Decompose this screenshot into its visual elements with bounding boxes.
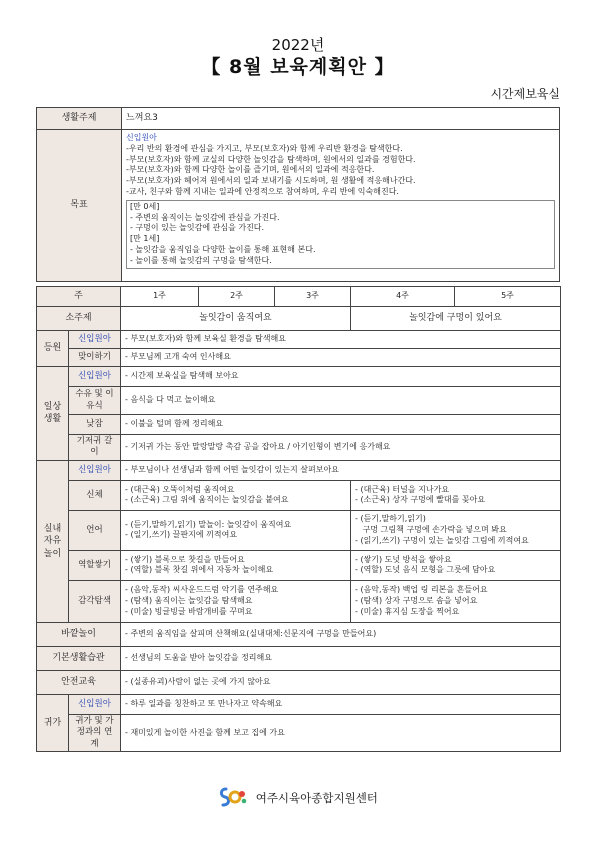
week-4: 4주 [351, 287, 455, 307]
page-title: 【 8월 보육계획안 】 [201, 56, 395, 78]
indoor-new-text: - 부모님이나 선생님과 함께 어떤 놀잇감이 있는지 살펴보아요 [121, 460, 561, 480]
going-home-new-text: - 하루 일과를 칭찬하고 또 만나자고 약속해요 [121, 694, 561, 714]
activity-line: - (대근육) 오뚝이처럼 움직여요 [125, 484, 235, 494]
activity-line: - (음악,동작) 씨사운드드럼 악기를 연주해요 [125, 585, 279, 595]
sensory-activities-a [121, 580, 351, 622]
goal-table [36, 107, 560, 282]
week-2: 2주 [199, 287, 275, 307]
goal-new-label: 신입원아 [126, 133, 157, 142]
goal-line: -부모(보호자)와 헤어져 원에서의 일과 보내기를 시도하며, 원 생활에 적응해나간다. [126, 176, 416, 186]
activity-line: - (역할) 도넛 음식 모형을 그릇에 담아요 [355, 565, 496, 575]
arrival-label: 등원 [37, 331, 69, 367]
activity-line: - (미술) 휴지심 도장을 찍어요 [355, 606, 460, 616]
indoor-new-label: 신입원아 [69, 460, 121, 480]
center-name: 여주시육아종합지원센터 [255, 791, 378, 805]
indoor-label: 실내 자유 놀이 [37, 460, 69, 622]
week-5: 5주 [455, 287, 561, 307]
activity-line: - (듣기,말하기,읽기) 말놀이: 놀잇감이 움직여요 [125, 519, 292, 529]
sensory-label: 감각탐색 [69, 580, 121, 622]
habit-text: - 선생님의 도움을 받아 놀잇감을 정리해요 [121, 646, 561, 670]
goal-line: -우리 반의 환경에 관심을 가지고, 부모(보호자)와 함께 우리반 환경을 탐색한다. [126, 143, 403, 153]
language-activities-a [121, 510, 351, 550]
greeting-text: - 부모님께 고개 숙여 인사해요 [121, 349, 561, 367]
diaper-label: 기저귀 갈이 [69, 435, 121, 461]
greeting-label: 맞이하기 [69, 349, 121, 367]
activity-line: - (일기,쓰기) 끌판지에 끼적여요 [125, 530, 238, 540]
activity-line: - (역할) 블록 찻길 위에서 자동차 놀이해요 [125, 565, 274, 575]
subtheme-a: 놀잇감이 움직여요 [121, 307, 351, 331]
age1-label: [만 1세] [130, 234, 160, 244]
goal-label: 목표 [37, 130, 122, 282]
safety-text: - (실종유괴)사람이 없는 곳에 가지 않아요 [121, 670, 561, 694]
outdoor-text: - 주변의 움직임을 살피며 산책해요(실내대체:신문지에 구멍을 만들어요) [121, 622, 561, 646]
activity-line: - (읽기,쓰기) 구멍이 있는 놀잇감 그림에 끼적여요 [355, 535, 529, 545]
daily-new-text: - 시간제 보육실을 탐색해 보아요 [121, 367, 561, 387]
sensory-activities-b [351, 580, 561, 622]
outdoor-label: 바깥놀이 [37, 622, 121, 646]
home-link-text: - 재미있게 놀이한 사진을 함께 보고 집에 가요 [121, 714, 561, 751]
body-activities-b [351, 480, 561, 510]
goal-line: -부모(보호자)와 함께 교실의 다양한 놀잇감을 탐색하며, 원에서의 일과를 경험한다. [126, 154, 416, 164]
diaper-text: - 기저귀 가는 동안 말랑말랑 촉감 공을 잡아요 / 아기인형이 변기에 응가해요 [121, 435, 561, 461]
language-activities-b [351, 510, 561, 550]
activity-line: - (미술) 빙글빙글 바람개비를 꾸며요 [125, 606, 253, 616]
theme-label: 생활주제 [37, 108, 122, 130]
week-label: 주 [37, 287, 121, 307]
age-goals-box [126, 200, 555, 269]
activity-line: - (쌓기) 블록으로 찻길을 만들어요 [125, 554, 245, 564]
safety-label: 안전교육 [37, 670, 121, 694]
activity-line: - (탐색) 움직이는 놀잇감을 탐색해요 [125, 596, 253, 606]
age0-goal: - 주변의 움직이는 놀잇감에 관심을 가진다. [130, 212, 280, 222]
habit-label: 기본생활습관 [37, 646, 121, 670]
arrival-new-text: - 부모(보호자)와 함께 보육실 환경을 탐색해요 [121, 331, 561, 349]
nap-text: - 이불을 털며 함께 정리해요 [121, 415, 561, 435]
language-label: 언어 [69, 510, 121, 550]
goal-line: -교사, 친구와 함께 지내는 일과에 안정적으로 참여하며, 우리 반에 익숙해진다. [126, 186, 399, 196]
colorful-swirl-logo [218, 786, 248, 811]
goal-content [122, 130, 560, 282]
goal-line: -부모(보호자)와 함께 다양한 놀이를 즐기며, 원에서의 일과에 적응한다. [126, 165, 375, 175]
year: 2022년 [271, 36, 325, 54]
activity-line: 구멍 그림책 구멍에 손가락을 넣으며 봐요 [355, 525, 507, 535]
age0-label: [만 0세] [130, 201, 160, 211]
activity-line: - (탐색) 상자 구멍으로 솜을 넣어요 [355, 596, 478, 606]
footer [0, 786, 596, 811]
role-block-label: 역할쌓기 [69, 550, 121, 580]
home-link-label: 귀가 및 가정과의 연계 [69, 714, 121, 751]
activity-line: - (듣기,말하기,읽기) [355, 514, 426, 524]
feeding-label: 수유 및 이유식 [69, 387, 121, 415]
week-1: 1주 [121, 287, 199, 307]
daily-label: 일상 생활 [37, 367, 69, 461]
role-activities-a [121, 550, 351, 580]
feeding-text: - 음식을 다 먹고 놀이해요 [121, 387, 561, 415]
plan-table [36, 286, 561, 752]
body-label: 신체 [69, 480, 121, 510]
nap-label: 낮잠 [69, 415, 121, 435]
age0-goal: - 구멍이 있는 놀잇감에 관심을 가진다. [130, 223, 265, 233]
daily-new-label: 신입원아 [69, 367, 121, 387]
week-3: 3주 [275, 287, 351, 307]
body-activities-a [121, 480, 351, 510]
activity-line: - (쌓기) 도넛 방석을 쌓아요 [355, 554, 452, 564]
arrival-new-label: 신입원아 [69, 331, 121, 349]
going-home-label: 귀가 [37, 694, 69, 751]
subtheme-b: 놀잇감에 구멍이 있어요 [351, 307, 561, 331]
activity-line: - (음악,동작) 백업 링 리본을 흔들어요 [355, 585, 488, 595]
age1-goal: - 놀이를 통해 놀잇감의 구멍을 탐색한다. [130, 255, 272, 265]
role-activities-b [351, 550, 561, 580]
subtheme-label: 소주제 [37, 307, 121, 331]
activity-line: - (소근육) 그림 위에 움직이는 놀잇감을 붙여요 [125, 495, 289, 505]
activity-line: - (소근육) 상자 구멍에 빨대를 꽂아요 [355, 495, 486, 505]
theme-value: 느껴요3 [122, 108, 560, 130]
room-name: 시간제보육실 [490, 87, 560, 101]
going-home-new-label: 신입원아 [69, 694, 121, 714]
age1-goal: - 놀잇감을 움직임을 다양한 놀이를 통해 표현해 본다. [130, 244, 316, 254]
activity-line: - (대근육) 터널을 지나가요 [355, 484, 450, 494]
